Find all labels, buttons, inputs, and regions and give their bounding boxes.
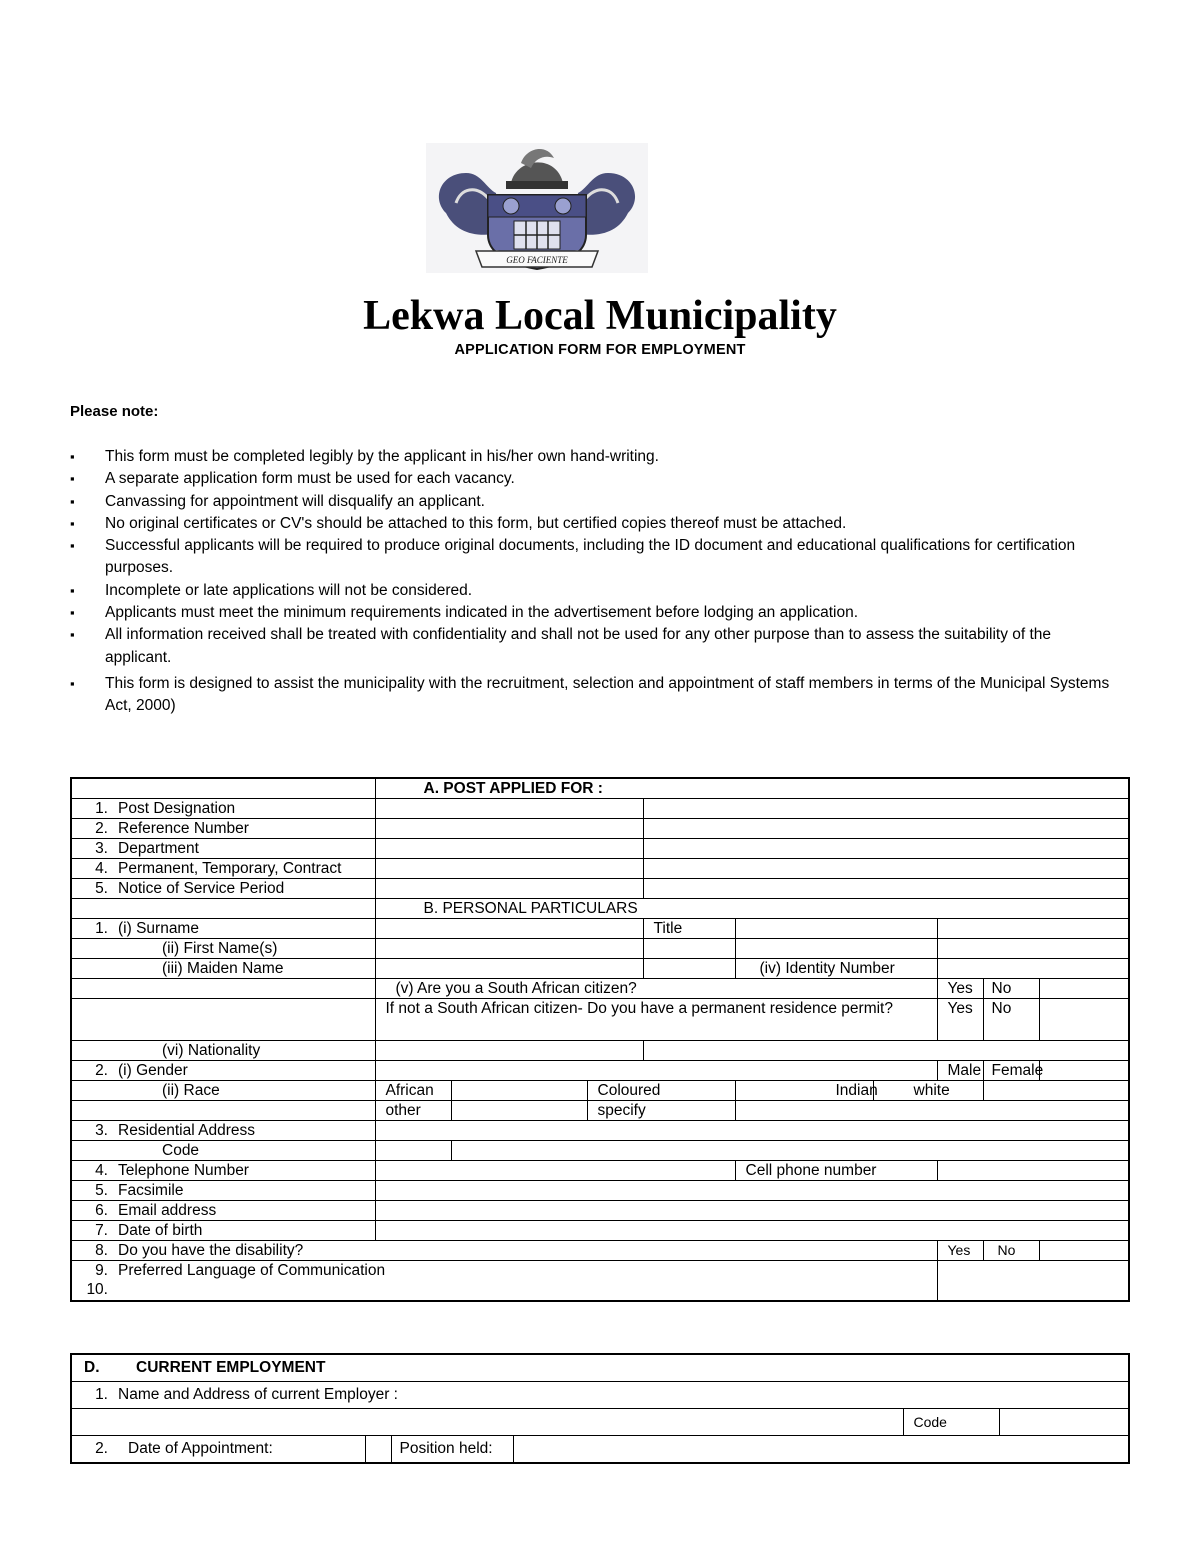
permit-yes-label: Yes xyxy=(937,999,983,1041)
blank-cell xyxy=(71,778,375,799)
reference-number-field[interactable] xyxy=(375,819,643,839)
bullet-icon: ▪ xyxy=(70,582,75,598)
identity-number-label: (iv) Identity Number xyxy=(735,959,937,979)
form-row xyxy=(71,1181,1129,1201)
form-row xyxy=(71,1041,1129,1061)
disability-no-option[interactable]: No xyxy=(983,1241,1039,1261)
maiden-name-label: (iii) Maiden Name xyxy=(71,959,375,979)
gender-answer-box[interactable] xyxy=(1039,1061,1129,1081)
employment-type-field[interactable] xyxy=(375,859,643,879)
permit-answer-box[interactable] xyxy=(1039,999,1129,1041)
crest-motto: GEO FACIENTE xyxy=(506,255,568,265)
form-row xyxy=(71,1081,1129,1101)
organisation-title: Lekwa Local Municipality xyxy=(363,293,837,339)
race-coloured-option[interactable]: Coloured xyxy=(587,1081,735,1101)
blank-cell xyxy=(71,979,375,999)
cellphone-field[interactable] xyxy=(937,1161,1129,1181)
gender-label: 2. (i) Gender xyxy=(71,1061,375,1081)
notes-list xyxy=(70,446,1110,718)
form-row xyxy=(71,1221,1129,1241)
form-row xyxy=(71,1201,1129,1221)
department-label: 3. Department xyxy=(71,839,375,859)
note-item: ▪ A separate application form must be used for each vacancy. xyxy=(70,468,1110,490)
bullet-icon: ▪ xyxy=(70,538,75,554)
form-row xyxy=(71,1141,1129,1161)
please-note-label: Please note: xyxy=(70,403,159,420)
form-row xyxy=(71,1409,1129,1436)
appointment-date-field[interactable] xyxy=(365,1436,391,1464)
form-row xyxy=(71,1241,1129,1261)
form-row xyxy=(71,959,1129,979)
facsimile-field[interactable] xyxy=(375,1181,1129,1201)
title-field-extra[interactable] xyxy=(937,919,1129,939)
employer-code-label: Code xyxy=(903,1409,999,1436)
gender-male-option[interactable]: Male xyxy=(937,1061,983,1081)
race-white-box[interactable] xyxy=(983,1081,1129,1101)
post-designation-field-extra[interactable] xyxy=(643,799,1129,819)
blank-cell xyxy=(71,899,375,919)
form-row xyxy=(71,1061,1129,1081)
maiden-name-field[interactable] xyxy=(375,959,643,979)
notice-period-label: 5. Notice of Service Period xyxy=(71,879,375,899)
title-label: Title xyxy=(643,919,735,939)
form-row xyxy=(71,1161,1129,1181)
appointment-date-label: 2. Date of Appointment: xyxy=(71,1436,365,1464)
blank-cell xyxy=(71,1101,375,1121)
post-designation-label: 1. Post Designation xyxy=(71,799,375,819)
permit-no-label: No xyxy=(983,999,1039,1041)
blank-cell xyxy=(71,999,375,1041)
note-item: ▪ Applicants must meet the minimum requirements indicated in the advertisement before lodging an application. xyxy=(70,602,1110,624)
form-row xyxy=(71,1121,1129,1141)
date-of-birth-field[interactable] xyxy=(375,1221,1129,1241)
section-b-header-row xyxy=(71,899,1129,919)
disability-yes-option[interactable]: Yes xyxy=(937,1241,983,1261)
notice-period-field[interactable] xyxy=(375,879,643,899)
form-row xyxy=(71,839,1129,859)
race-other-box[interactable] xyxy=(451,1101,587,1121)
form-row xyxy=(71,859,1129,879)
citizen-no-label: No xyxy=(983,979,1039,999)
reference-number-field-extra[interactable] xyxy=(643,819,1129,839)
current-employment-table xyxy=(70,1353,1130,1464)
gender-female-option[interactable]: Female xyxy=(983,1061,1039,1081)
bullet-icon: ▪ xyxy=(70,471,75,487)
notice-period-field-extra[interactable] xyxy=(643,879,1129,899)
bullet-icon: ▪ xyxy=(70,449,75,464)
email-label: 6. Email address xyxy=(71,1201,375,1221)
post-designation-field[interactable] xyxy=(375,799,643,819)
telephone-label: 4. Telephone Number xyxy=(71,1161,375,1181)
employer-label: 1. Name and Address of current Employer : xyxy=(71,1382,1129,1409)
cellphone-label: Cell phone number xyxy=(735,1161,937,1181)
form-row xyxy=(71,919,1129,939)
form-row xyxy=(71,979,1129,999)
department-field[interactable] xyxy=(375,839,643,859)
form-row xyxy=(71,1101,1129,1121)
application-form-table xyxy=(70,777,1130,1302)
note-item: ▪ This form must be completed legibly by the applicant in his/her own hand-writing. xyxy=(70,446,1110,468)
race-african-box[interactable] xyxy=(451,1081,587,1101)
citizen-answer-box[interactable] xyxy=(1039,979,1129,999)
first-names-field-extra-3[interactable] xyxy=(937,939,1129,959)
department-field-extra[interactable] xyxy=(643,839,1129,859)
note-item: ▪ Incomplete or late applications will not be considered. xyxy=(70,580,1110,602)
first-names-field-extra-2[interactable] xyxy=(735,939,937,959)
language-field[interactable] xyxy=(937,1261,1129,1301)
gender-blank xyxy=(375,1061,937,1081)
race-indian-option[interactable]: Indian xyxy=(735,1081,873,1101)
employer-code-field[interactable] xyxy=(999,1409,1129,1436)
nationality-field-extra[interactable] xyxy=(643,1041,1129,1061)
employment-type-label: 4. Permanent, Temporary, Contract xyxy=(71,859,375,879)
reference-number-label: 2. Reference Number xyxy=(71,819,375,839)
nationality-label: (vi) Nationality xyxy=(71,1041,375,1061)
first-names-field[interactable] xyxy=(375,939,643,959)
surname-field[interactable] xyxy=(375,919,643,939)
maiden-name-field-extra[interactable] xyxy=(643,959,735,979)
note-item: ▪ Successful applicants will be required to produce original documents, including the ID document and educational qualifications for certification purposes. xyxy=(70,537,1076,577)
race-white-option[interactable]: white xyxy=(873,1081,983,1101)
section-b-heading: B. PERSONAL PARTICULARS xyxy=(375,899,1129,919)
bullet-icon: ▪ xyxy=(70,515,75,531)
residential-address-label: 3. Residential Address xyxy=(71,1121,375,1141)
municipal-crest-logo xyxy=(426,143,648,273)
bullet-icon: ▪ xyxy=(70,627,75,643)
employer-address-field[interactable] xyxy=(71,1409,903,1436)
citizen-question: (v) Are you a South African citizen? xyxy=(375,979,937,999)
bullet-icon: ▪ xyxy=(70,675,75,691)
section-d-heading: D. CURRENT EMPLOYMENT xyxy=(71,1354,1129,1382)
position-held-label: Position held: xyxy=(391,1436,513,1464)
note-item: ▪ This form is designed to assist the municipality with the recruitment, selection and appointment of staff members in terms of the Municipal Systems Act, 2000) xyxy=(70,674,1110,715)
race-african-option[interactable]: African xyxy=(375,1081,451,1101)
nationality-field[interactable] xyxy=(375,1041,643,1061)
disability-label: 8. Do you have the disability? xyxy=(71,1241,937,1261)
form-row xyxy=(71,1382,1129,1409)
date-of-birth-label: 7. Date of birth xyxy=(71,1221,375,1241)
surname-label: 1. (i) Surname xyxy=(71,919,375,939)
disability-answer-box[interactable] xyxy=(1039,1241,1129,1261)
race-label: (ii) Race xyxy=(71,1081,375,1101)
title-field[interactable] xyxy=(735,919,937,939)
form-row xyxy=(71,999,1129,1041)
form-row xyxy=(71,799,1129,819)
facsimile-label: 5. Facsimile xyxy=(71,1181,375,1201)
form-title: APPLICATION FORM FOR EMPLOYMENT xyxy=(454,342,746,358)
position-held-field[interactable] xyxy=(513,1436,1129,1464)
section-d-header-row xyxy=(71,1354,1129,1382)
race-other-option[interactable]: other xyxy=(375,1101,451,1121)
note-item: ▪ Canvassing for appointment will disqualify an applicant. xyxy=(70,491,1110,513)
form-row xyxy=(71,1261,1129,1301)
language-label: 9. Preferred Language of Communication 10. xyxy=(71,1261,937,1301)
race-specify-field[interactable] xyxy=(735,1101,1129,1121)
form-row xyxy=(71,819,1129,839)
telephone-field[interactable] xyxy=(375,1161,735,1181)
first-names-field-extra[interactable] xyxy=(643,939,735,959)
residential-address-field[interactable] xyxy=(375,1121,1129,1141)
form-row xyxy=(71,939,1129,959)
race-specify-label: specify xyxy=(587,1101,735,1121)
address-continued-field[interactable] xyxy=(451,1141,1129,1161)
employment-type-field-extra[interactable] xyxy=(643,859,1129,879)
section-a-heading: A. POST APPLIED FOR : xyxy=(375,778,1129,799)
first-names-label: (ii) First Name(s) xyxy=(71,939,375,959)
note-item: ▪ No original certificates or CV's should be attached to this form, but certified copies thereof must be attached. xyxy=(70,513,1110,535)
permit-question: If not a South African citizen- Do you have a permanent residence permit? xyxy=(375,999,937,1041)
email-field[interactable] xyxy=(375,1201,1129,1221)
section-a-header-row xyxy=(71,778,1129,799)
bullet-icon: ▪ xyxy=(70,605,75,621)
code-label: Code xyxy=(71,1141,375,1161)
code-field[interactable] xyxy=(375,1141,451,1161)
bullet-icon: ▪ xyxy=(70,493,75,509)
identity-number-field[interactable] xyxy=(937,959,1129,979)
citizen-yes-label: Yes xyxy=(937,979,983,999)
form-row xyxy=(71,1436,1129,1464)
note-item: ▪ All information received shall be treated with confidentiality and shall not be used for any other purpose than to assess the suitability of the applicant. xyxy=(70,626,1052,666)
form-row xyxy=(71,879,1129,899)
